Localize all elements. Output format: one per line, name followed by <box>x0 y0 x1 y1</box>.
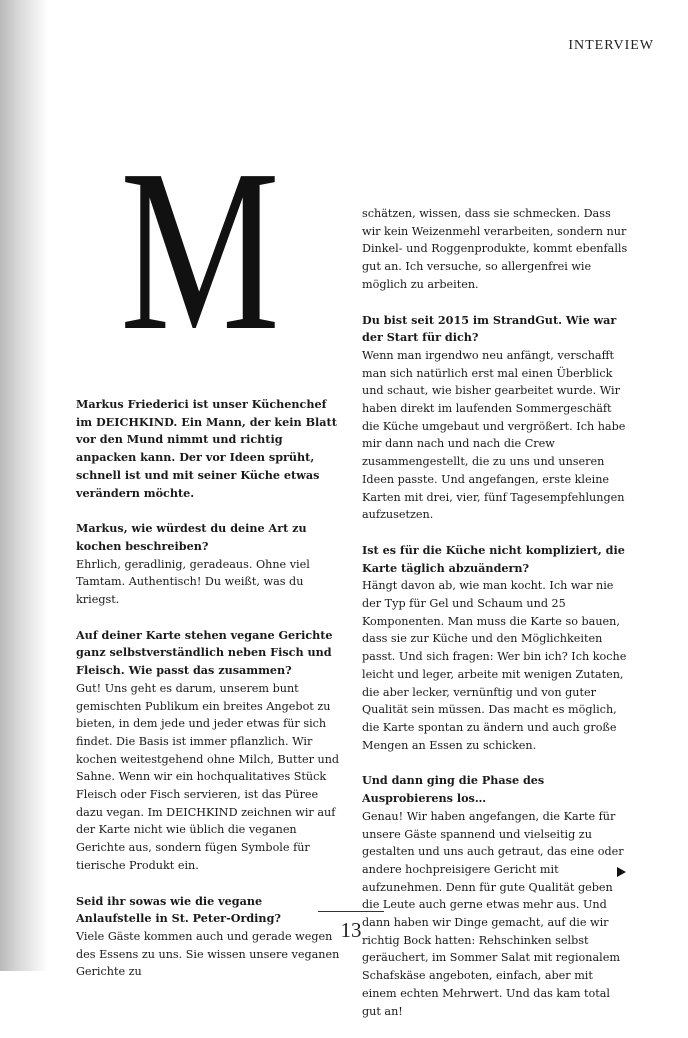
intro-paragraph: Markus Friederici ist unser Küchenchef im DEICHKIND. Ein Mann, der kein Blatt vor den Mund nimmt und richtig anpacken kann. Der vor Ideen sprüht, schnell ist und mit seiner Küche etwas verändern möchte. <box>76 397 337 500</box>
answer-paragraph: Genau! Wir haben angefangen, die Karte für unsere Gäste spannend und vielseitig zu gestalten und uns auch getraut, das eine oder andere hochpreisigere Gericht mit aufzunehmen. Denn für gute Qualität geben die Leute auch gerne etwas mehr aus. Und dann haben wir Dinge gemacht, auf die wir richtig Bock hatten: Rehschinken selbst geräuchert, im Sommer Salat mit regionalem Schafskäse angeboten, einfach, aber mit einem echten Mehrwert. Und das kam total gut an! <box>362 809 624 1018</box>
dropcap-letter <box>118 122 283 379</box>
page-number-rule <box>318 911 384 912</box>
answer-paragraph: Viele Gäste kommen auch und gerade wegen des Essens zu uns. Sie wissen unsere veganen Gerichte zu <box>76 929 340 979</box>
question-heading: Auf deiner Karte stehen vegane Gerichte ganz selbstverständlich neben Fisch und Fleisch. Wie passt das zusammen? <box>76 627 333 678</box>
question-heading: Seid ihr sowas wie die vegane Anlaufstelle in St. Peter-Ording? <box>76 893 281 926</box>
column-right <box>362 205 630 1038</box>
answer-paragraph: Ehrlich, geradlinig, geradeaus. Ohne viel Tamtam. Authentisch! Du weißt, was du kriegst. <box>76 557 310 607</box>
section-label: INTERVIEW <box>568 38 654 53</box>
continue-arrow-icon <box>617 867 626 877</box>
question-heading: Markus, wie würdest du deine Art zu kochen beschreiben? <box>76 521 307 553</box>
question-heading: Du bist seit 2015 im StrandGut. Wie war der Start für dich? <box>362 312 617 345</box>
question-heading: Und dann ging die Phase des Ausprobierens los… <box>362 773 545 806</box>
continued-paragraph: schätzen, wissen, dass sie schmecken. Dass wir kein Weizenmehl verarbeiten, sondern nur Dinkel- und Roggenprodukte, kommt ebenfalls gut an. Ich versuche, so allergenfrei wie möglich zu arbeiten. <box>362 207 628 291</box>
page-spine-shadow <box>0 0 48 971</box>
answer-paragraph: Hängt davon ab, wie man kocht. Ich war nie der Typ für Gel und Schaum und 25 Komponenten. Man muss die Karte so bauen, dass sie zur Küche und den Möglichkeiten passt. Und sich fragen: Wer bin ich? Ich koche leicht und leger, arbeite mit wenigen Zutaten, die aber lecker, vernünftig und von guter Qualität sein müssen. Das macht es möglich, die Karte spontan zu ändern und auch große Mengen an Essen zu schicken. <box>362 579 627 752</box>
column-left <box>76 396 341 999</box>
answer-paragraph: Wenn man irgendwo neu anfängt, verschafft man sich natürlich erst mal einen Überblick und schaut, wie bisher gearbeitet wurde. Wir haben direkt im laufenden Sommergeschäft die Küche umgebaut und vergrößert. Ich habe mir dann nach und nach die Crew zusammengestellt, die zu uns und unseren Ideen passte. Und angefangen, erste kleine Karten mit drei, vier, fünf Tagesempfehlungen aufzusetzen. <box>362 348 626 522</box>
question-heading: Ist es für die Küche nicht kompliziert, die Karte täglich abzuändern? <box>362 542 625 575</box>
page-number: 13 <box>340 918 362 942</box>
svg-text:M: M <box>120 122 280 379</box>
answer-paragraph: Gut! Uns geht es darum, unserem bunt gemischten Publikum ein breites Angebot zu bieten, in dem jede und jeder etwas für sich findet. Die Basis ist immer pflanzlich. Wir kochen weitestgehend ohne Milch, Butter und Sahne. Wenn wir ein hochqualitatives Stück Fleisch oder Fisch servieren, ist das Püree dazu vegan. Im DEICHKIND zeichnen wir auf der Karte nicht wie üblich die veganen Gerichte aus, sondern fügen Symbole für tierische Produkt ein. <box>76 681 340 872</box>
